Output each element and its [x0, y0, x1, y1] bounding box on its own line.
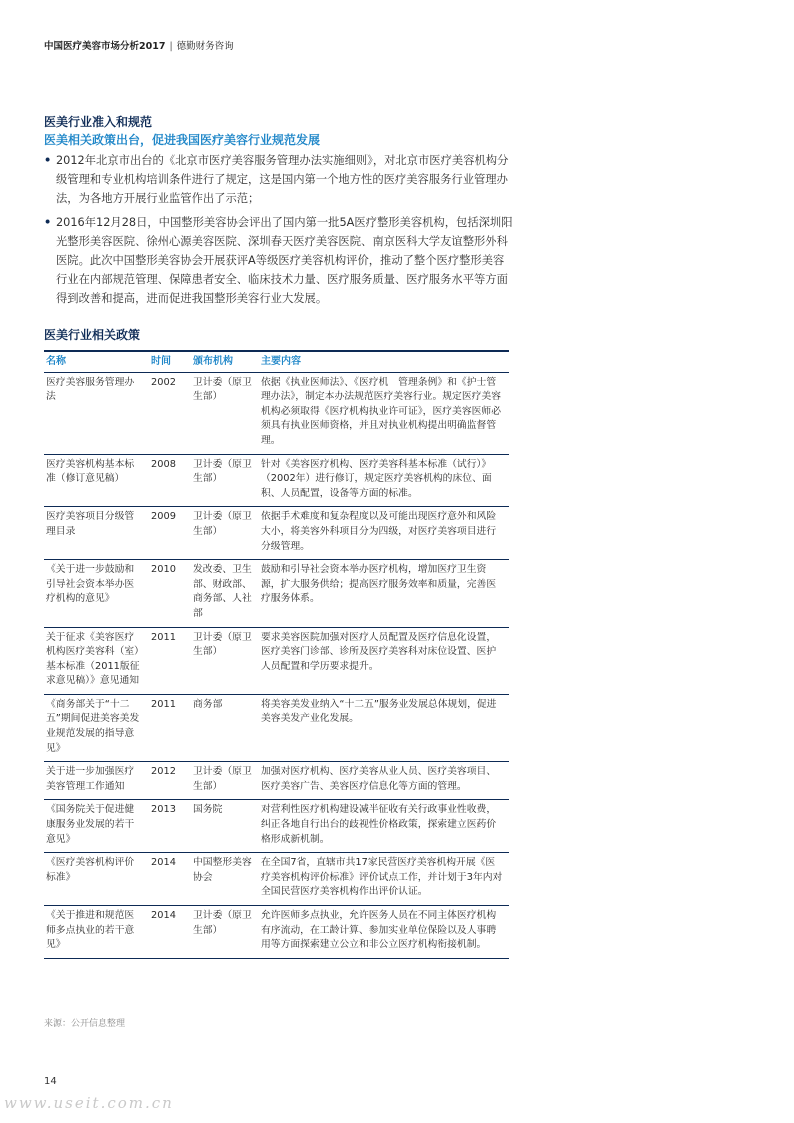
table-title: 医美行业相关政策 [44, 328, 141, 342]
cell-name: 关于进一步加强医疗美容管理工作通知 [44, 762, 149, 800]
bullet-text: 2016年12月28日，中国整形美容协会评出了国内第一批5A医疗整形美容机构，包括深圳阳光整形美容医院、徐州心源美容医院、深圳春天医疗美容医院、南京医科大学友谊整形外科医院。此次中国整形美容协会开展获评A等级医疗美容机构评价，推动了整个医疗整形美容行业在内部规范管理、保障患者安全、临床技术力量、医疗服务质量、医疗服务水平等方面得到改善和提高，进而促进我国整形美容行业大发展。 [56, 216, 513, 305]
cell-issuer: 卫计委（原卫生部） [191, 507, 259, 560]
cell-issuer: 卫计委（原卫生部） [191, 627, 259, 694]
bullet-item [44, 213, 514, 308]
header-issuer: 颁布机构 [191, 351, 259, 372]
page-header [44, 38, 234, 52]
cell-content: 允许医师多点执业，允许医务人员在不同主体医疗机构有序流动，在工龄计算、参加实业单位保险以及人事聘用等方面探索建立公立和非公立医疗机构衔接机制。 [259, 906, 509, 959]
bullet-item [44, 151, 514, 208]
cell-year: 2008 [149, 454, 191, 507]
cell-year: 2014 [149, 853, 191, 906]
table-row [44, 694, 509, 761]
policy-table [44, 350, 509, 959]
cell-content: 依据手术难度和复杂程度以及可能出现医疗意外和风险大小，将美容外科项目分为四级，对医疗美容项目进行分级管理。 [259, 507, 509, 560]
cell-content: 鼓励和引导社会资本举办医疗机构，增加医疗卫生资源，扩大服务供给；提高医疗服务效率和质量，完善医疗服务体系。 [259, 560, 509, 627]
cell-name: 《关于进一步鼓励和引导社会资本举办医疗机构的意见》 [44, 560, 149, 627]
page-number: 14 [44, 1076, 57, 1087]
header-year: 时间 [149, 351, 191, 372]
cell-issuer: 卫计委（原卫生部） [191, 906, 259, 959]
cell-issuer: 发改委、卫生部、财政部、商务部、人社部 [191, 560, 259, 627]
cell-content: 在全国7省，直辖市共17家民营医疗美容机构开展《医疗美容机构评价标准》评价试点工作，并计划于3年内对全国民营医疗美容机构作出评价认证。 [259, 853, 509, 906]
cell-name: 《医疗美容机构评价标准》 [44, 853, 149, 906]
cell-year: 2011 [149, 627, 191, 694]
cell-year: 2013 [149, 800, 191, 853]
cell-year: 2014 [149, 906, 191, 959]
cell-issuer: 卫计委（原卫生部） [191, 454, 259, 507]
cell-year: 2002 [149, 372, 191, 454]
report-title: 中国医疗美容市场分析2017 [44, 41, 166, 52]
cell-name: 关于征求《美容医疗机构医疗美容科（室）基本标准（2011版征求意见稿）》意见通知 [44, 627, 149, 694]
section-subtitle: 医美相关政策出台，促进我国医疗美容行业规范发展 [44, 133, 321, 147]
table-row [44, 853, 509, 906]
bullet-text: 2012年北京市出台的《北京市医疗美容服务管理办法实施细则》，对北京市医疗美容机构分级管理和专业机构培训条件进行了规定，这是国内第一个地方性的医疗美容服务行业管理办法，为各地方开展行业监管作出了示范； [56, 154, 509, 205]
cell-issuer: 中国整形美容协会 [191, 853, 259, 906]
cell-year: 2009 [149, 507, 191, 560]
cell-year: 2011 [149, 694, 191, 761]
cell-year: 2010 [149, 560, 191, 627]
cell-name: 《国务院关于促进健康服务业发展的若干意见》 [44, 800, 149, 853]
bullet-dot-icon: • [44, 154, 52, 167]
table-header-row [44, 351, 509, 372]
cell-name: 医疗美容服务管理办法 [44, 372, 149, 454]
section-title: 医美行业准入和规范 [44, 115, 153, 129]
header-name: 名称 [44, 351, 149, 372]
cell-content: 将美容美发业纳入“十二五”服务业发展总体规划，促进美容美发产业化发展。 [259, 694, 509, 761]
table-row [44, 454, 509, 507]
cell-name: 医疗美容机构基本标准（修订意见稿） [44, 454, 149, 507]
cell-issuer: 商务部 [191, 694, 259, 761]
table-row [44, 762, 509, 800]
table-row [44, 560, 509, 627]
bullet-list [44, 151, 514, 313]
cell-issuer: 国务院 [191, 800, 259, 853]
cell-name: 《关于推进和规范医师多点执业的若干意见》 [44, 906, 149, 959]
cell-content: 对营利性医疗机构建设减半征收有关行政事业性收费，纠正各地自行出台的歧视性价格政策，探索建立医药价格形成新机制。 [259, 800, 509, 853]
watermark: www.useit.com.cn [4, 1094, 174, 1112]
table-row [44, 627, 509, 694]
bullet-dot-icon: • [44, 216, 52, 229]
cell-name: 《商务部关于“十二五”期间促进美容美发业规范发展的指导意见》 [44, 694, 149, 761]
cell-issuer: 卫计委（原卫生部） [191, 372, 259, 454]
cell-content: 依据《执业医师法》、《医疗机 管理条例》和《护士管理办法》，制定本办法规范医疗美容行业。规定医疗美容机构必须取得《医疗机构执业许可证》，医疗美容医师必须具有执业医师资格，并且对执业机构提出明确监督管理。 [259, 372, 509, 454]
cell-content: 要求美容医院加强对医疗人员配置及医疗信息化设置，医疗美容门诊部、诊所及医疗美容科对床位设置、医护人员配置和学历要求提升。 [259, 627, 509, 694]
source-note: 来源：公开信息整理 [44, 1019, 126, 1029]
cell-content: 针对《美容医疗机构、医疗美容科基本标准（试行）》（2002年）进行修订，规定医疗美容机构的床位、面积、人员配置，设备等方面的标准。 [259, 454, 509, 507]
table-row [44, 800, 509, 853]
header-content: 主要内容 [259, 351, 509, 372]
header-separator: | [169, 41, 173, 52]
table-row [44, 507, 509, 560]
table-row [44, 906, 509, 959]
cell-content: 加强对医疗机构、医疗美容从业人员、医疗美容项目、医疗美容广告、美容医疗信息化等方面的管理。 [259, 762, 509, 800]
table-row [44, 372, 509, 454]
cell-issuer: 卫计委（原卫生部） [191, 762, 259, 800]
cell-name: 医疗美容项目分级管理目录 [44, 507, 149, 560]
company-name: 德勤财务咨询 [176, 41, 234, 52]
cell-year: 2012 [149, 762, 191, 800]
